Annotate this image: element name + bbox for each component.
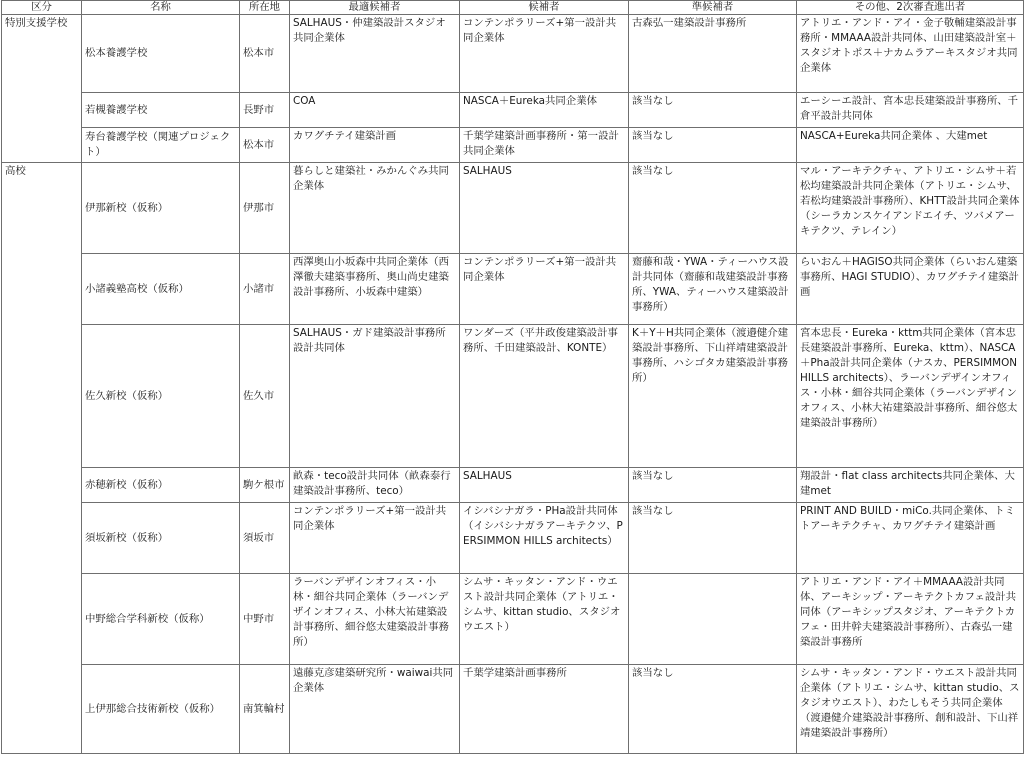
best-candidate-cell: ラーバンデザインオフィス・小林・細谷共同企業体（ラーバンデザインオフィス、小林大祐建築設計事務所、細谷悠太建築設計事務所） (290, 574, 460, 665)
header-row (2, 1, 1024, 15)
category-cell: 特別支援学校 (2, 15, 82, 163)
competition-results-table (1, 0, 1024, 754)
candidate-cell: SALHAUS (460, 163, 629, 254)
location-cell: 佐久市 (240, 325, 290, 468)
table-row (2, 574, 1024, 665)
school-name: 小諸義塾高校（仮称） (82, 254, 240, 325)
others-cell: らいおん＋HAGISO共同企業体（らいおん建築事務所、HAGI STUDIO）、カワグチテイ建築計画 (797, 254, 1024, 325)
candidate-cell: シムサ・キッタン・アンド・ウエスト設計共同企業体（アトリエ・シムサ、kittan studio、スタジオウエスト） (460, 574, 629, 665)
school-name: 赤穂新校（仮称） (82, 468, 240, 503)
sub-candidate-cell: 該当なし (629, 163, 797, 254)
table-row (2, 163, 1024, 254)
others-cell: シムサ・キッタン・アンド・ウエスト設計共同企業体（アトリエ・シムサ、kittan studio、スタジオウエスト）、わたしもそう共同企業体（渡邉健介建築設計事務所、創和設計、下山祥靖建築設計事務所） (797, 665, 1024, 754)
sub-candidate-cell: 該当なし (629, 665, 797, 754)
location-cell: 須坂市 (240, 503, 290, 574)
location-cell: 長野市 (240, 93, 290, 128)
best-candidate-cell: COA (290, 93, 460, 128)
table-row (2, 254, 1024, 325)
candidate-cell: ワンダーズ（平井政俊建築設計事務所、千田建築設計、KONTE） (460, 325, 629, 468)
others-cell: アトリエ・アンド・アイ＋MMAAA設計共同体、アーキシップ・アーキテクトカフェ設計共同体（アーキシップスタジオ、アーキテクトカフェ・田井幹夫建築設計事務所）、古森弘一建築設計事務所 (797, 574, 1024, 665)
sub-candidate-cell (629, 574, 797, 665)
candidate-cell: 千葉学建築計画事務所・第一設計共同企業体 (460, 128, 629, 163)
location-cell: 中野市 (240, 574, 290, 665)
candidate-cell: イシバシナガラ・PHa設計共同体（イシバシナガラアーキテクツ、PERSIMMON HILLS architects） (460, 503, 629, 574)
sub-candidate-cell: 該当なし (629, 93, 797, 128)
best-candidate-cell: 遠藤克彦建築研究所・waiwai共同企業体 (290, 665, 460, 754)
table-row (2, 128, 1024, 163)
school-name: 須坂新校（仮称） (82, 503, 240, 574)
best-candidate-cell: 畝森・teco設計共同体（畝森泰行建築設計事務所、teco） (290, 468, 460, 503)
others-cell: 翔設計・flat class architects共同企業体、大建met (797, 468, 1024, 503)
others-cell: NASCA+Eureka共同企業体 、大建met (797, 128, 1024, 163)
table-row (2, 503, 1024, 574)
others-cell: PRINT AND BUILD・miCo.共同企業体、トミトアーキテクチャ、カワグチテイ建築計画 (797, 503, 1024, 574)
location-cell: 駒ケ根市 (240, 468, 290, 503)
header-sub-candidate: 準候補者 (629, 1, 797, 15)
others-cell: エーシーエ設計、宮本忠長建築設計事務所、千倉平設計共同体 (797, 93, 1024, 128)
school-name: 佐久新校（仮称） (82, 325, 240, 468)
table-row (2, 665, 1024, 754)
sub-candidate-cell: 該当なし (629, 128, 797, 163)
location-cell: 松本市 (240, 15, 290, 93)
others-cell: アトリエ・アンド・アイ・金子敬輔建築設計事務所・MMAAA設計共同体、山田建築設計室＋スタジオトポス＋ナカムラアーキスタジオ共同企業体 (797, 15, 1024, 93)
sub-candidate-cell: K＋Y＋H共同企業体（渡邉健介建築設計事務所、下山祥靖建築設計事務所、ハシゴタカ建築設計事務所） (629, 325, 797, 468)
school-name: 中野総合学科新校（仮称） (82, 574, 240, 665)
table-row (2, 468, 1024, 503)
header-category: 区分 (2, 1, 82, 15)
location-cell: 伊那市 (240, 163, 290, 254)
header-name: 名称 (82, 1, 240, 15)
candidate-cell: 千葉学建築計画事務所 (460, 665, 629, 754)
sub-candidate-cell: 該当なし (629, 468, 797, 503)
others-cell: 宮本忠長・Eureka・kttm共同企業体（宮本忠長建築設計事務所、Eureka、kttm）、NASCA＋Pha設計共同企業体（ナスカ、PERSIMMON HILLS architects）、ラーバンデザインオフィス・小林・細谷共同企業体（ラーバンデザインオフィス、小林大祐建築設計事務所、細谷悠太建築設計事務所） (797, 325, 1024, 468)
best-candidate-cell: 暮らしと建築社・みかんぐみ共同企業体 (290, 163, 460, 254)
sub-candidate-cell: 該当なし (629, 503, 797, 574)
table-row (2, 325, 1024, 468)
candidate-cell: SALHAUS (460, 468, 629, 503)
school-name: 寿台養護学校（関連プロジェクト） (82, 128, 240, 163)
others-cell: マル・アーキテクチャ、アトリエ・シムサ＋若松均建築設計共同企業体（アトリエ・シムサ、若松均建築設計事務所）、KHTT設計共同企業体（シーラカンスケイアンドエイチ、ツバメアーキテクツ、テレイン） (797, 163, 1024, 254)
best-candidate-cell: カワグチテイ建築計画 (290, 128, 460, 163)
sub-candidate-cell: 齋藤和哉・YWA・ティーハウス設計共同体（齋藤和哉建築設計事務所、YWA、ティーハウス建築設計事務所） (629, 254, 797, 325)
school-name: 松本養護学校 (82, 15, 240, 93)
best-candidate-cell: SALHAUS・仲建築設計スタジオ共同企業体 (290, 15, 460, 93)
table-row (2, 15, 1024, 93)
school-name: 若槻養護学校 (82, 93, 240, 128)
location-cell: 南箕輪村 (240, 665, 290, 754)
sub-candidate-cell: 古森弘一建築設計事務所 (629, 15, 797, 93)
best-candidate-cell: コンテンポラリーズ+第一設計共同企業体 (290, 503, 460, 574)
school-name: 上伊那総合技術新校（仮称） (82, 665, 240, 754)
best-candidate-cell: SALHAUS・ガド建築設計事務所設計共同体 (290, 325, 460, 468)
candidate-cell: NASCA＋Eureka共同企業体 (460, 93, 629, 128)
candidate-cell: コンテンポラリーズ+第一設計共同企業体 (460, 254, 629, 325)
header-best-candidate: 最適候補者 (290, 1, 460, 15)
table-row (2, 93, 1024, 128)
location-cell: 松本市 (240, 128, 290, 163)
category-cell: 高校 (2, 163, 82, 754)
location-cell: 小諸市 (240, 254, 290, 325)
header-candidate: 候補者 (460, 1, 629, 15)
school-name: 伊那新校（仮称） (82, 163, 240, 254)
header-others: その他、2次審査進出者 (797, 1, 1024, 15)
best-candidate-cell: 西澤奥山小坂森中共同企業体（西澤徹夫建築事務所、奥山尚史建築設計事務所、小坂森中建築） (290, 254, 460, 325)
header-location: 所在地 (240, 1, 290, 15)
candidate-cell: コンテンポラリーズ+第一設計共同企業体 (460, 15, 629, 93)
